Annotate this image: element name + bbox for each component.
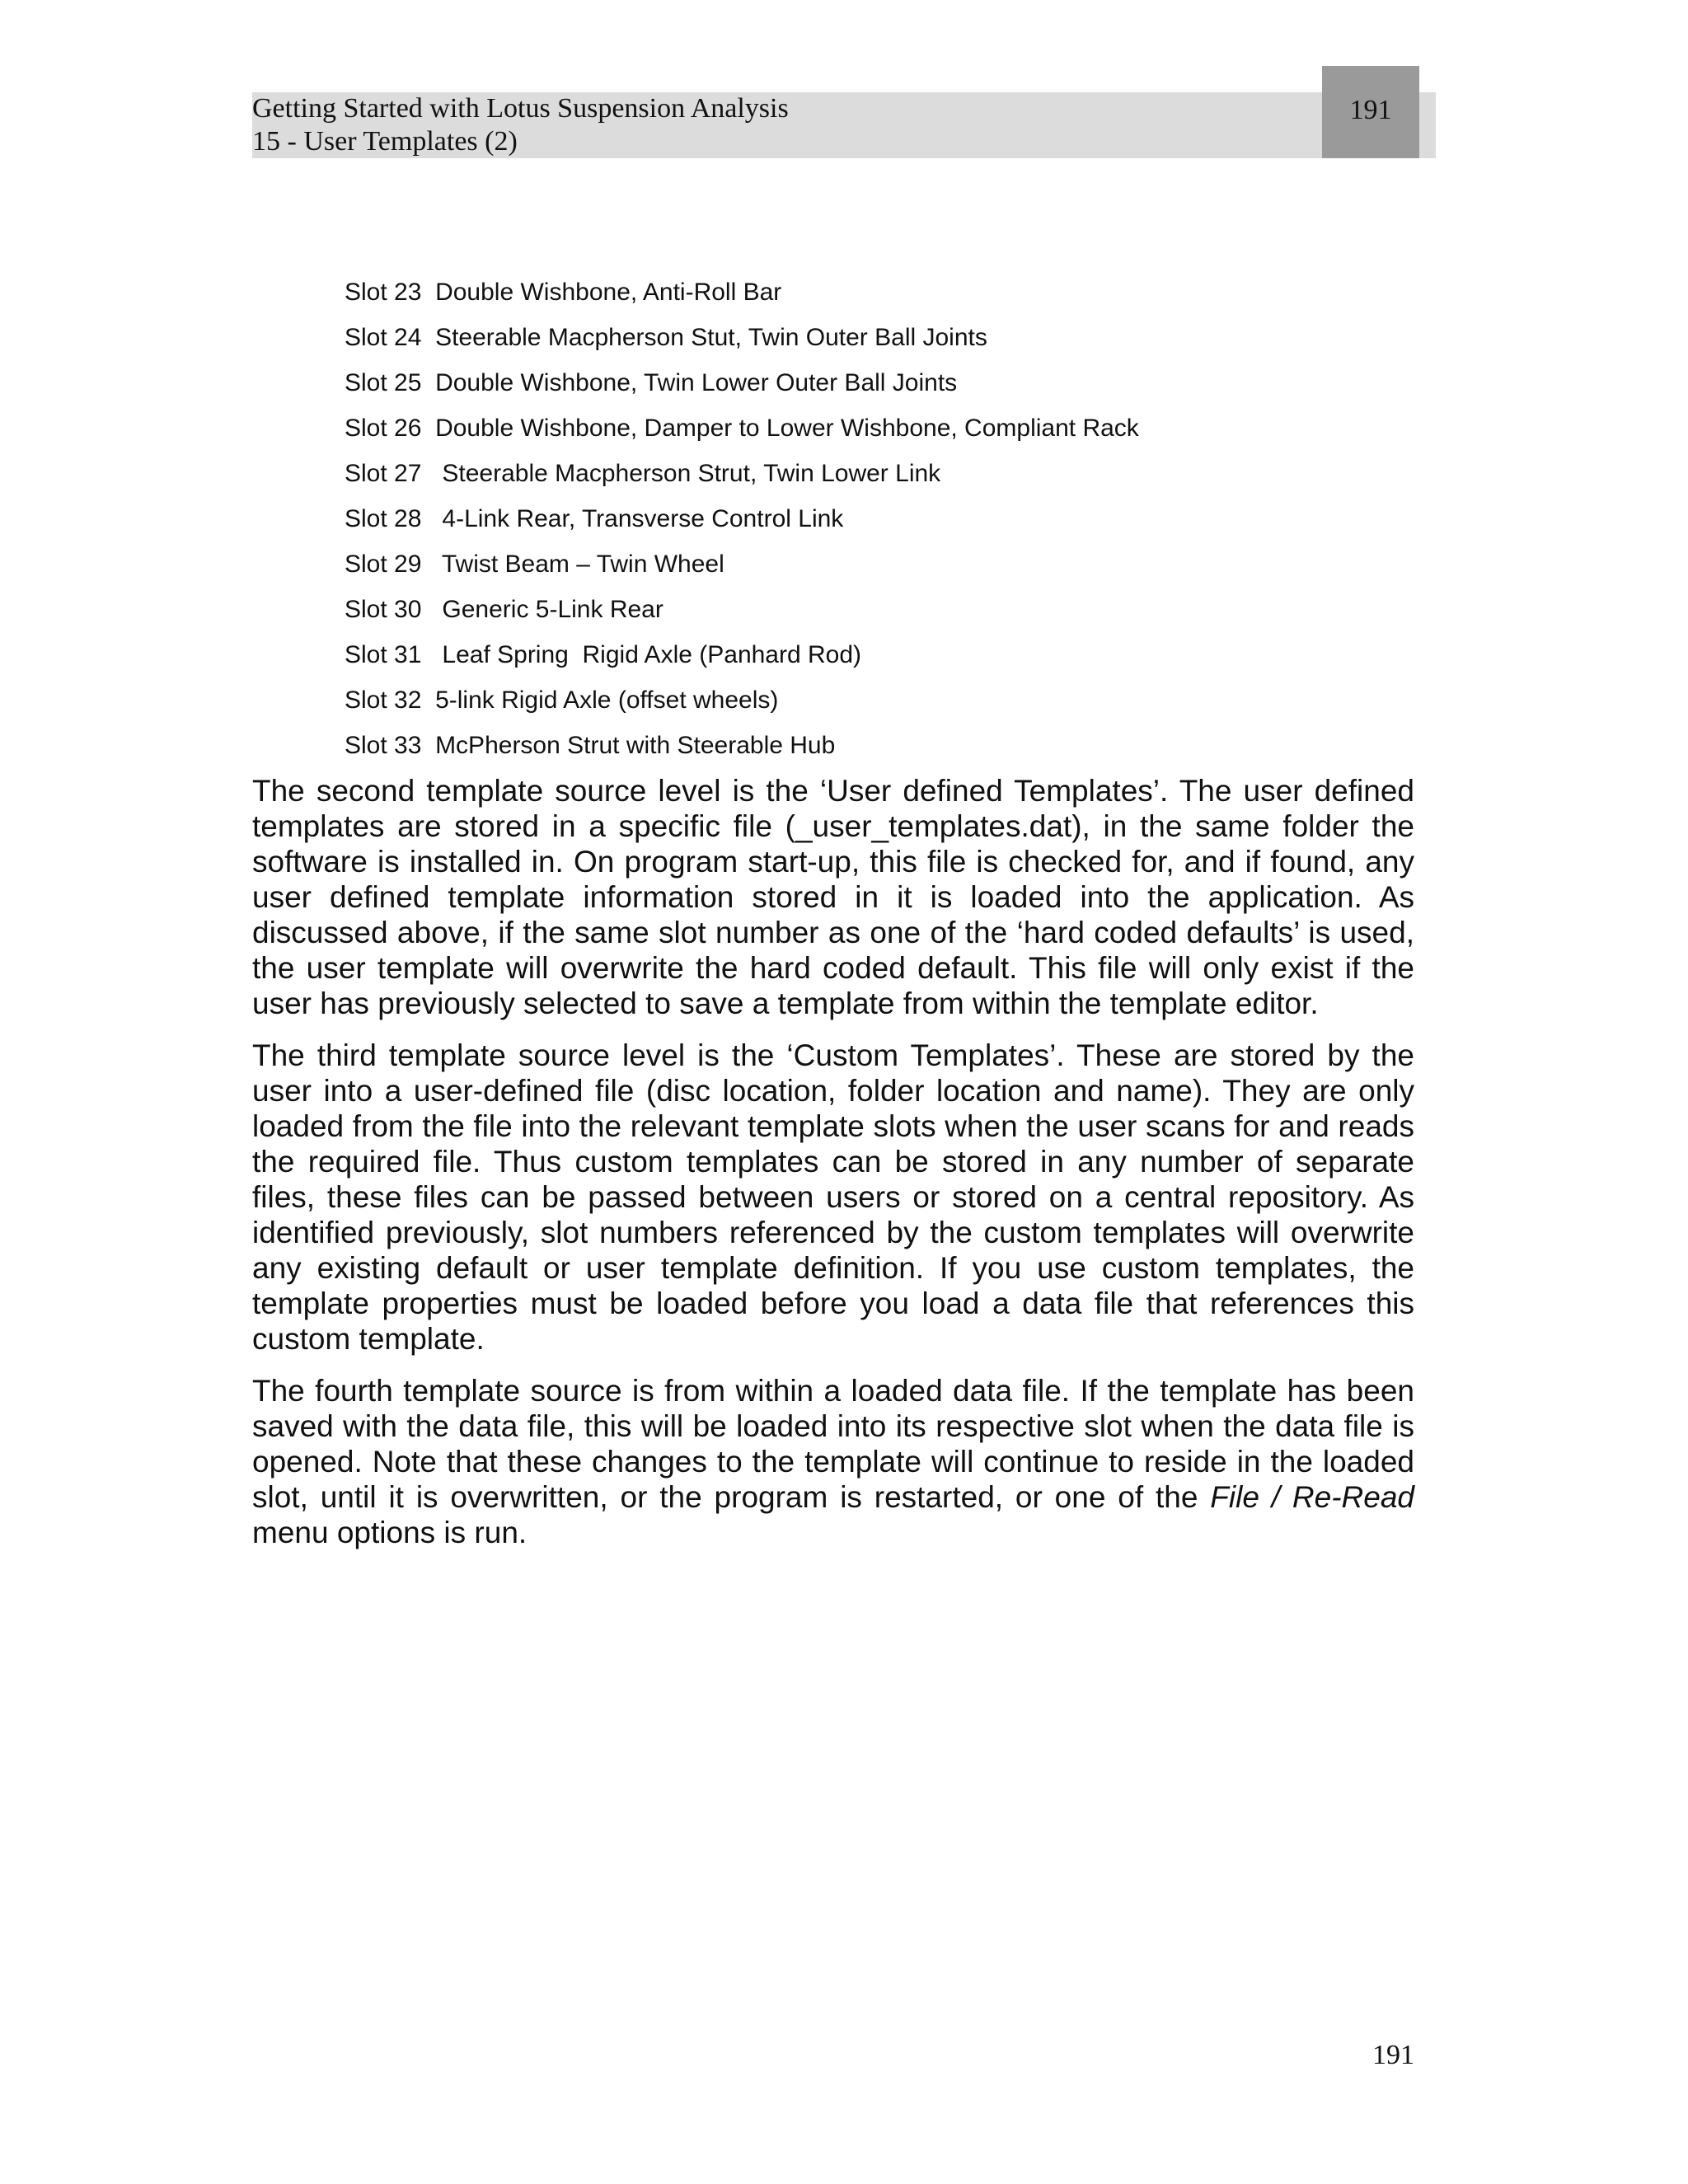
menu-reference: File / Re-Read xyxy=(1210,1480,1414,1514)
slot-item: Slot 29 Twist Beam – Twin Wheel xyxy=(345,551,724,578)
slot-item: Slot 27 Steerable Macpherson Strut, Twin Lower Link xyxy=(345,460,941,487)
slot-item: Slot 28 4-Link Rear, Transverse Control Link xyxy=(345,505,844,532)
paragraph-custom-templates: The third template source level is the ‘Custom Templates’. These are stored by the user into a user-defined file (disc location, folder location and name). They are only loaded from the file into the relevant template slots when the user scans for and reads the required file. Thus custom templates can be stored in any number of separate files, these files can be passed between users or stored on a central repository. As identified previously, slot numbers referenced by the custom templates will overwrite any existing default or user template definition. If you use custom templates, the template properties must be loaded before you load a data file that references this custom template. xyxy=(252,1038,1414,1356)
slot-item: Slot 32 5-link Rigid Axle (offset wheels) xyxy=(345,687,779,714)
slot-list xyxy=(345,276,1139,775)
slot-item: Slot 31 Leaf Spring Rigid Axle (Panhard Rod) xyxy=(345,641,862,668)
body-text xyxy=(252,773,1414,1567)
paragraph-text: The fourth template source is from within a loaded data file. If the template has been saved with the data file, this will be loaded into its respective slot when the data file is opened. Note that these changes to the template will continue to reside in the loaded slot, until it is overwritten, or the program is restarted, or one of the xyxy=(252,1374,1414,1514)
slot-item: Slot 33 McPherson Strut with Steerable Hub xyxy=(345,732,836,759)
slot-item: Slot 23 Double Wishbone, Anti-Roll Bar xyxy=(345,279,782,306)
paragraph-text: menu options is run. xyxy=(252,1516,528,1549)
slot-item: Slot 26 Double Wishbone, Damper to Lower Wishbone, Compliant Rack xyxy=(345,415,1139,442)
slot-item: Slot 25 Double Wishbone, Twin Lower Outer Ball Joints xyxy=(345,369,958,396)
header-page-number-box xyxy=(1322,66,1419,158)
header-title: Getting Started with Lotus Suspension Analysis xyxy=(252,93,789,124)
footer-page-number: 191 xyxy=(1372,2040,1414,2070)
header-chapter: 15 - User Templates (2) xyxy=(252,126,518,157)
paragraph-data-file-templates xyxy=(252,1373,1414,1550)
slot-item: Slot 30 Generic 5-Link Rear xyxy=(345,596,663,623)
paragraph-user-defined-templates: The second template source level is the ‘User defined Templates’. The user defined templates are stored in a specific file (_user_templates.dat), in the same folder the software is installed in. On program start-up, this file is checked for, and if found, any user defined template information stored in it is loaded into the application. As discussed above, if the same slot number as one of the ‘hard coded defaults’ is used, the user template will overwrite the hard coded default. This file will only exist if the user has previously selected to save a template from within the template editor. xyxy=(252,774,1414,1020)
slot-item: Slot 24 Steerable Macpherson Stut, Twin Outer Ball Joints xyxy=(345,324,987,351)
header-page-number: 191 xyxy=(1349,95,1392,125)
running-header xyxy=(252,92,1436,158)
